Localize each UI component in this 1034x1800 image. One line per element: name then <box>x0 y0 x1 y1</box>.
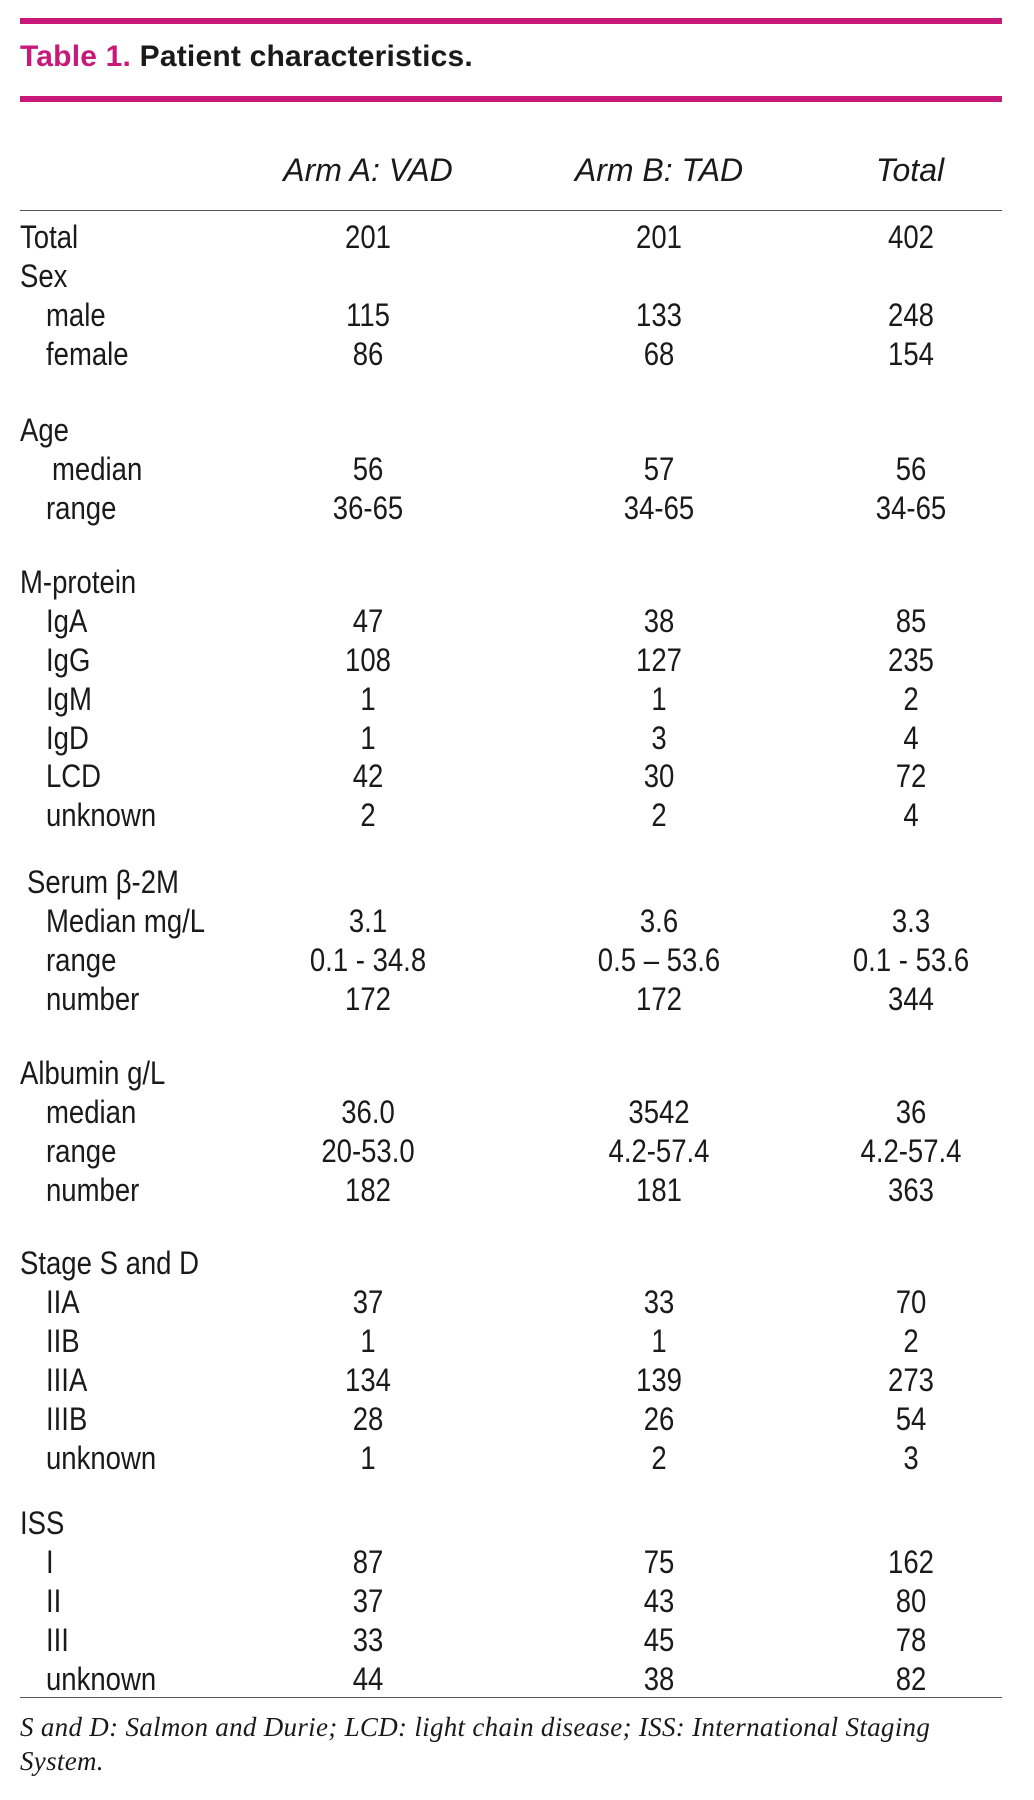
cell-arm-b: 45 <box>643 1622 675 1658</box>
cell-total: 2 <box>903 1323 919 1359</box>
table-row <box>0 1401 1034 1440</box>
cell-arm-b: 3 <box>651 720 667 756</box>
cell-total: 162 <box>888 1544 934 1580</box>
table-row <box>0 903 1034 942</box>
cell-total: 70 <box>895 1284 927 1320</box>
table-row <box>0 1133 1034 1172</box>
column-header-total: Total <box>875 152 945 188</box>
table-row <box>0 1544 1034 1583</box>
cell-arm-a: 3.1 <box>348 903 388 939</box>
cell-total: 82 <box>895 1661 927 1697</box>
cell-arm-a: 0.1 - 34.8 <box>309 942 427 978</box>
cell-arm-b: 3.6 <box>639 903 679 939</box>
caption-accent-rule <box>20 96 1002 102</box>
table-row <box>0 336 1034 375</box>
cell-arm-b: 1 <box>651 1323 667 1359</box>
cell-total: 72 <box>895 758 927 794</box>
cell-arm-b: 30 <box>643 758 675 794</box>
row-label: Serum β-2M <box>27 864 179 900</box>
row-label: IgG <box>46 642 91 678</box>
section-header-row <box>0 1245 1034 1284</box>
cell-arm-b: 181 <box>636 1172 682 1208</box>
cell-arm-b: 57 <box>643 451 675 487</box>
row-label: IIB <box>46 1323 80 1359</box>
row-label: LCD <box>46 758 102 794</box>
cell-arm-b: 133 <box>636 297 682 333</box>
section-header-row <box>0 564 1034 603</box>
column-header-arm-b: Arm B: TAD <box>574 152 744 188</box>
table-row <box>0 642 1034 681</box>
row-label: number <box>46 981 140 1017</box>
section-header-row <box>0 1055 1034 1094</box>
cell-total: 36 <box>895 1094 927 1130</box>
table-row <box>0 1661 1034 1700</box>
row-label: Median mg/L <box>46 903 206 939</box>
cell-arm-a: 134 <box>345 1362 391 1398</box>
cell-total: 56 <box>895 451 927 487</box>
cell-total: 3 <box>903 1440 919 1476</box>
cell-total: 154 <box>888 336 934 372</box>
row-label: number <box>46 1172 140 1208</box>
row-label: IgM <box>46 681 92 717</box>
row-label: range <box>46 942 117 978</box>
table-row <box>0 1622 1034 1661</box>
table-row <box>0 1362 1034 1401</box>
table-row <box>0 1323 1034 1362</box>
row-label: unknown <box>46 797 157 833</box>
cell-total: 34-65 <box>875 490 947 526</box>
cell-arm-a: 1 <box>360 1323 376 1359</box>
cell-arm-b: 38 <box>643 603 675 639</box>
cell-arm-b: 1 <box>651 681 667 717</box>
row-label: female <box>46 336 129 372</box>
row-label: I <box>46 1544 54 1580</box>
table-row <box>0 1094 1034 1133</box>
table-caption <box>20 40 473 74</box>
cell-arm-a: 1 <box>360 1440 376 1476</box>
row-label: IgD <box>46 720 89 756</box>
table-row <box>0 942 1034 981</box>
cell-total: 363 <box>888 1172 934 1208</box>
row-label: median <box>52 451 143 487</box>
cell-total: 273 <box>888 1362 934 1398</box>
cell-arm-b: 172 <box>636 981 682 1017</box>
cell-total: 54 <box>895 1401 927 1437</box>
row-label: Albumin g/L <box>20 1055 166 1091</box>
table-number: Table 1. <box>20 40 132 73</box>
table-row <box>0 797 1034 836</box>
cell-arm-b: 68 <box>643 336 675 372</box>
table-row <box>0 490 1034 529</box>
section-header-row <box>0 1505 1034 1544</box>
cell-arm-a: 1 <box>360 720 376 756</box>
table-row <box>0 758 1034 797</box>
cell-arm-a: 87 <box>352 1544 384 1580</box>
header-rule <box>20 210 1002 211</box>
cell-arm-a: 33 <box>352 1622 384 1658</box>
cell-arm-b: 33 <box>643 1284 675 1320</box>
cell-total: 80 <box>895 1583 927 1619</box>
table-row <box>0 603 1034 642</box>
cell-arm-b: 3542 <box>628 1094 690 1130</box>
table-row <box>0 297 1034 336</box>
row-label: median <box>46 1094 137 1130</box>
row-label: IgA <box>46 603 88 639</box>
cell-total: 4 <box>903 720 919 756</box>
row-label: Sex <box>20 258 68 294</box>
cell-total: 78 <box>895 1622 927 1658</box>
cell-arm-b: 43 <box>643 1583 675 1619</box>
cell-arm-a: 172 <box>345 981 391 1017</box>
row-label: unknown <box>46 1661 157 1697</box>
cell-arm-a: 37 <box>352 1583 384 1619</box>
top-accent-rule <box>20 18 1002 24</box>
row-label: IIIA <box>46 1362 88 1398</box>
table-row <box>0 1583 1034 1622</box>
cell-arm-a: 2 <box>360 797 376 833</box>
cell-arm-a: 201 <box>345 219 391 255</box>
cell-arm-a: 36.0 <box>341 1094 395 1130</box>
cell-arm-a: 37 <box>352 1284 384 1320</box>
cell-arm-b: 34-65 <box>623 490 695 526</box>
row-label: unknown <box>46 1440 157 1476</box>
table-row <box>0 1172 1034 1211</box>
row-label: IIA <box>46 1284 80 1320</box>
bottom-rule <box>20 1697 1002 1698</box>
cell-total: 344 <box>888 981 934 1017</box>
row-label: male <box>46 297 106 333</box>
cell-arm-a: 36-65 <box>332 490 404 526</box>
cell-arm-a: 86 <box>352 336 384 372</box>
row-label: Stage S and D <box>20 1245 200 1281</box>
cell-total: 4 <box>903 797 919 833</box>
cell-arm-a: 1 <box>360 681 376 717</box>
cell-total: 0.1 - 53.6 <box>852 942 970 978</box>
cell-arm-b: 201 <box>636 219 682 255</box>
table-row <box>0 219 1034 258</box>
table-row <box>0 451 1034 490</box>
cell-total: 3.3 <box>891 903 931 939</box>
cell-arm-b: 38 <box>643 1661 675 1697</box>
cell-arm-b: 75 <box>643 1544 675 1580</box>
cell-total: 235 <box>888 642 934 678</box>
cell-total: 402 <box>888 219 934 255</box>
cell-arm-b: 2 <box>651 797 667 833</box>
cell-arm-b: 139 <box>636 1362 682 1398</box>
table-row <box>0 720 1034 759</box>
row-label: IIIB <box>46 1401 88 1437</box>
cell-arm-a: 44 <box>352 1661 384 1697</box>
section-header-row <box>0 412 1034 451</box>
cell-arm-b: 0.5 – 53.6 <box>597 942 721 978</box>
footnote: S and D: Salmon and Durie; LCD: light chain disease; ISS: International Staging System. <box>20 1712 931 1776</box>
cell-arm-a: 56 <box>352 451 384 487</box>
cell-arm-a: 108 <box>345 642 391 678</box>
section-header-row <box>0 258 1034 297</box>
cell-arm-a: 115 <box>346 297 390 333</box>
row-label: Age <box>20 412 69 448</box>
column-header-arm-a: Arm A: VAD <box>283 152 453 188</box>
cell-total: 248 <box>888 297 934 333</box>
cell-total: 85 <box>895 603 927 639</box>
table-row <box>0 1440 1034 1479</box>
table-row <box>0 1284 1034 1323</box>
cell-arm-a: 42 <box>352 758 384 794</box>
cell-total: 2 <box>903 681 919 717</box>
row-label: range <box>46 490 117 526</box>
cell-total: 4.2-57.4 <box>860 1133 962 1169</box>
cell-arm-a: 182 <box>345 1172 391 1208</box>
cell-arm-b: 127 <box>636 642 682 678</box>
row-label: III <box>46 1622 69 1658</box>
table-row <box>0 981 1034 1020</box>
row-label: Total <box>20 219 79 255</box>
row-label: II <box>46 1583 62 1619</box>
cell-arm-a: 47 <box>352 603 384 639</box>
cell-arm-a: 28 <box>352 1401 384 1437</box>
row-label: M-protein <box>20 564 137 600</box>
cell-arm-b: 4.2-57.4 <box>608 1133 710 1169</box>
row-label: range <box>46 1133 117 1169</box>
table-title: Patient characteristics. <box>139 40 473 73</box>
table-row <box>0 681 1034 720</box>
section-header-row <box>0 864 1034 903</box>
cell-arm-b: 2 <box>651 1440 667 1476</box>
cell-arm-b: 26 <box>643 1401 675 1437</box>
row-label: ISS <box>20 1505 65 1541</box>
cell-arm-a: 20-53.0 <box>321 1133 415 1169</box>
